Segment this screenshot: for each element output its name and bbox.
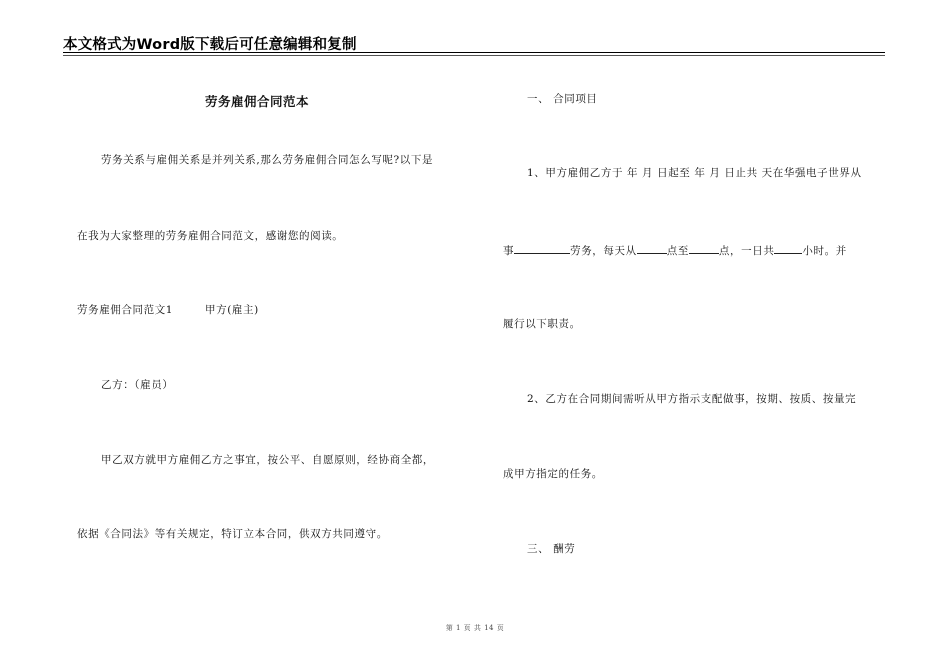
party-b-label: 乙方：（雇员）	[101, 379, 174, 391]
section-heading: 三、 酬劳	[527, 543, 576, 555]
text-segment: 点，一日共	[718, 245, 775, 257]
fill-in-blank[interactable]	[689, 244, 719, 254]
paragraph-line: 劳务关系与雇佣关系是并列关系,那么劳务雇佣合同怎么写呢?以下是	[101, 154, 434, 166]
party-a-label: 甲方(雇主)	[205, 304, 259, 316]
header-rule-thin	[63, 55, 885, 56]
text-segment: 劳务，每天从	[570, 245, 637, 257]
fill-in-blank[interactable]	[774, 244, 802, 254]
fill-in-blank[interactable]	[637, 244, 667, 254]
paragraph-line-with-blanks	[503, 244, 847, 257]
text-segment: 点至	[666, 245, 689, 257]
header-rule	[63, 52, 885, 53]
header-title: 本文格式为Word版下载后可任意编辑和复制	[63, 37, 357, 53]
section-heading: 一、 合同项目	[527, 93, 598, 105]
contract-sample-label: 劳务雇佣合同范文1	[77, 304, 174, 316]
paragraph-line: 甲乙双方就甲方雇佣乙方之事宜，按公平、自愿原则，经协商全都，	[101, 454, 434, 466]
paragraph-line: 1、甲方雇佣乙方于 年 月 日起至 年 月 日止共 天在华强电子世界从	[527, 167, 862, 179]
paragraph-line: 2、乙方在合同期间需听从甲方指示支配做事，按期、按质、按量完	[527, 393, 857, 405]
paragraph-line: 成甲方指定的任务。	[503, 468, 603, 480]
text-segment: 事	[503, 245, 515, 257]
fill-in-blank[interactable]	[514, 244, 570, 254]
text-segment: 小时。并	[802, 245, 847, 257]
document-title: 劳务雇佣合同范本	[205, 94, 310, 109]
paragraph-line: 依据《合同法》等有关规定，特订立本合同，供双方共同遵守。	[77, 528, 388, 540]
page-number-footer: 第 1 页 共 14 页	[445, 624, 505, 632]
paragraph-line: 在我为大家整理的劳务雇佣合同范文，感谢您的阅读。	[77, 230, 344, 242]
paragraph-line: 履行以下职责。	[503, 318, 581, 330]
